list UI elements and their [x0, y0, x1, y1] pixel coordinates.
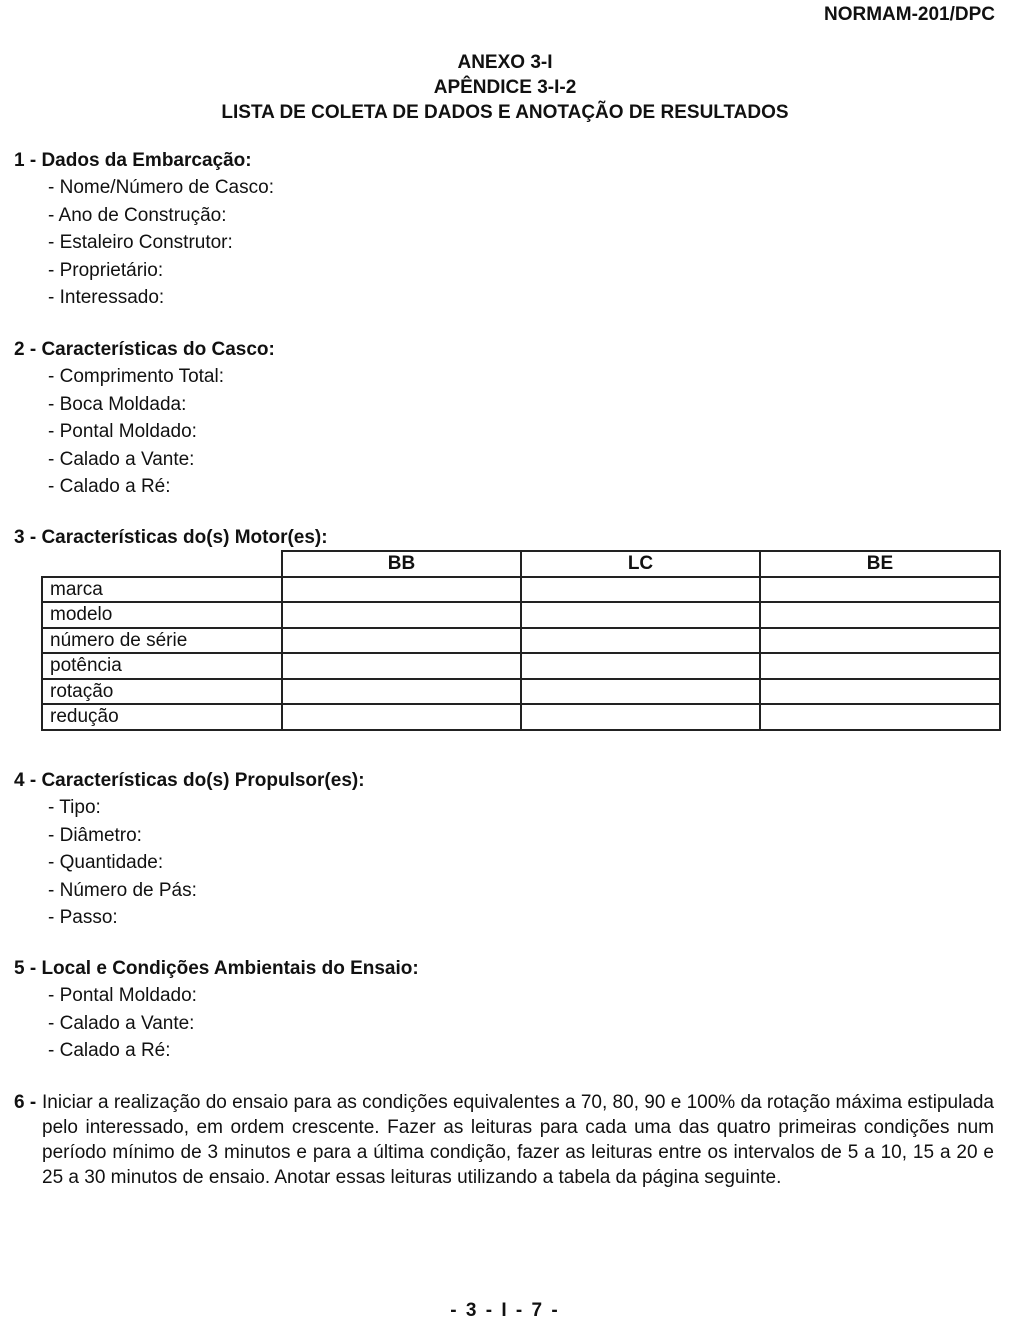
table-cell — [760, 628, 1000, 654]
field-owner: - Proprietário: — [48, 259, 164, 281]
row-label-power: potência — [42, 653, 282, 679]
section-hull-characteristics — [14, 337, 994, 501]
main-title: LISTA DE COLETA DE DADOS E ANOTAÇÃO DE RESULTADOS — [221, 102, 789, 123]
section-engine-characteristics — [14, 525, 994, 551]
section-heading: 5 - Local e Condições Ambientais do Ensaio: — [14, 958, 419, 979]
table-row — [42, 628, 1000, 654]
table-cell — [282, 679, 521, 705]
section-number: 6 - — [14, 1092, 37, 1113]
field-list — [14, 363, 994, 501]
table-cell — [282, 628, 521, 654]
table-row — [42, 704, 1000, 730]
field-type: - Tipo: — [48, 797, 101, 818]
table-cell — [521, 704, 760, 730]
field-aft-draft: - Calado a Ré: — [48, 476, 171, 497]
field-forward-draft: - Calado a Vante: — [48, 1012, 195, 1034]
field-total-length: - Comprimento Total: — [48, 366, 224, 387]
row-label-brand: marca — [42, 577, 282, 603]
table-corner-cell — [42, 551, 282, 577]
table-cell — [282, 704, 521, 730]
field-hull-name: - Nome/Número de Casco: — [48, 177, 274, 198]
table-cell — [282, 577, 521, 603]
page-number: - 3 - I - 7 - — [450, 1300, 560, 1321]
field-blade-count: - Número de Pás: — [48, 879, 197, 901]
section-vessel-data — [14, 148, 994, 312]
field-pitch: - Passo: — [48, 907, 118, 928]
section-heading: 4 - Características do(s) Propulsor(es): — [14, 770, 365, 791]
document-code: NORMAM-201/DPC — [823, 4, 995, 25]
field-molded-depth: - Pontal Moldado: — [48, 985, 197, 1006]
title-block — [0, 50, 1010, 125]
instructions-paragraph: Iniciar a realização do ensaio para as condições equivalentes a 70, 80, 90 e 100% da rotação máxima estipulada pelo interessado, em ordem crescente. Fazer as leituras para cada uma das quatro primeiras condições num período mínimo de 3 minutos e para a última condição, fazer as leituras entre os intervalos de 5 a 10, 15 a 20 e 25 a 30 minutos de ensaio. Anotar essas leituras utilizando a tabela da página seguinte. — [42, 1092, 994, 1188]
table-cell — [521, 653, 760, 679]
field-molded-depth: - Pontal Moldado: — [48, 421, 197, 442]
field-interested-party: - Interessado: — [48, 287, 165, 308]
section-heading: 1 - Dados da Embarcação: — [14, 150, 252, 171]
table-row — [42, 602, 1000, 628]
section-heading: 2 - Características do Casco: — [14, 339, 275, 360]
column-header-lc: LC — [521, 551, 760, 577]
table-cell — [521, 602, 760, 628]
table-cell — [760, 653, 1000, 679]
row-label-reduction: redução — [42, 704, 282, 730]
table-row — [42, 679, 1000, 705]
field-molded-beam: - Boca Moldada: — [48, 393, 187, 415]
field-diameter: - Diâmetro: — [48, 824, 142, 846]
table-cell — [521, 628, 760, 654]
table-cell — [760, 602, 1000, 628]
table-cell — [760, 704, 1000, 730]
table-cell — [521, 679, 760, 705]
table-row — [42, 577, 1000, 603]
column-header-be: BE — [760, 551, 1000, 577]
engine-table — [41, 550, 1001, 731]
field-quantity: - Quantidade: — [48, 852, 164, 873]
field-list — [14, 174, 994, 312]
engine-table-header-row — [42, 551, 1000, 577]
section-test-instructions — [14, 1090, 994, 1190]
table-cell — [521, 577, 760, 603]
table-cell — [282, 653, 521, 679]
table-cell — [282, 602, 521, 628]
row-label-model: modelo — [42, 602, 282, 628]
field-aft-draft: - Calado a Ré: — [48, 1040, 171, 1061]
section-propeller-characteristics — [14, 768, 994, 932]
annex-title: ANEXO 3-I — [457, 52, 553, 73]
field-build-year: - Ano de Construção: — [48, 204, 227, 226]
table-cell — [760, 679, 1000, 705]
table-row — [42, 653, 1000, 679]
field-list — [14, 794, 994, 932]
column-header-bb: BB — [282, 551, 521, 577]
field-forward-draft: - Calado a Vante: — [48, 448, 195, 470]
section-test-conditions — [14, 956, 994, 1065]
table-cell — [760, 577, 1000, 603]
row-label-serial-number: número de série — [42, 628, 282, 654]
row-label-rotation: rotação — [42, 679, 282, 705]
appendix-title: APÊNDICE 3-I-2 — [433, 77, 577, 98]
field-list — [14, 982, 994, 1065]
section-heading: 3 - Características do(s) Motor(es): — [14, 527, 328, 548]
field-shipyard: - Estaleiro Construtor: — [48, 232, 233, 253]
